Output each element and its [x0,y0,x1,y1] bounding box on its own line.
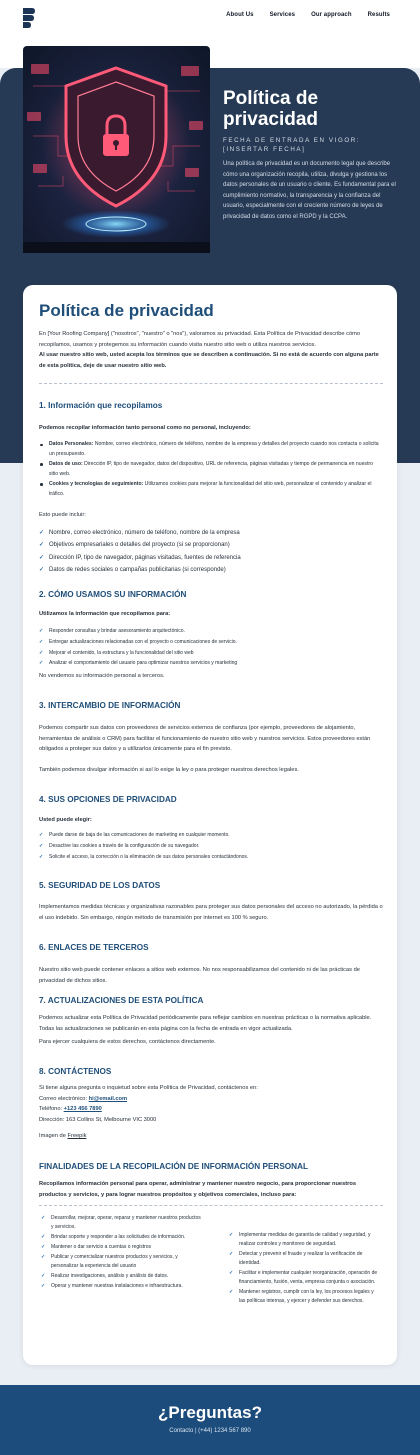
item-label: Datos de uso: [49,460,83,467]
main-nav [226,12,390,18]
item-text: Mejorar el contenido, la estructura y la funcionalidad del sitio web [49,649,194,656]
list-item [39,460,383,480]
item-text: Analizar el comportamiento del usuario para optimizar nuestros servicios y marketing [49,660,238,667]
section-7-p2: Para ejercer cualquiera de estos derechos, contáctenos directamente. [39,1039,216,1045]
section-2-lead: Utilizamos la información que recopilamos para: [39,611,171,617]
nav-about-us[interactable]: About Us [226,12,254,18]
check-icon: ✓ [39,530,45,536]
item-text: Mantener o dar servicio a cuentas o registros [51,1244,152,1250]
image-credit [39,1131,383,1142]
check-icon: ✓ [229,1270,234,1276]
section-4-lead: Usted puede elegir: [39,817,92,823]
image-credit-label: Imagen de [39,1133,68,1139]
item-label: Cookies y tecnologías de seguimiento: [49,480,144,487]
check-icon: ✓ [41,1215,46,1221]
nav-services[interactable]: Services [269,12,296,18]
list-item [39,841,383,852]
item-text: Dirección IP, tipo de navegador, páginas visitadas, fuentes de referencia [49,554,241,561]
hero-title: Política de privacidad [223,88,319,131]
list-item [39,440,383,460]
list-item [39,539,383,551]
list-item [41,1253,201,1271]
check-icon: ✓ [39,832,44,838]
check-icon: ✓ [39,842,44,849]
check-icon: ✓ [41,1244,46,1250]
section-4-checklist [39,830,383,862]
item-text: Nombre, correo electrónico, número de teléfono, nombre de la empresa y detalles del proyecto cuando nos contacta o solicita un presupuesto. [49,441,379,457]
contact-lead: Si tiene alguna pregunta o inquietud sobre esta Política de Privacidad, contáctenos en: [39,1085,258,1091]
check-icon: ✓ [41,1273,46,1279]
item-text: Objetivos empresariales o detalles del proyecto (si se proporcionan) [49,542,230,549]
list-item [229,1250,379,1268]
policy-card [23,285,397,1365]
phone-link[interactable]: +123 456 7890 [63,1106,102,1113]
item-text: Solicite el acceso, la corrección o la eliminación de sus datos personales contactándonos. [49,853,249,860]
section-9-left-list [41,1214,201,1292]
section-4-title: 4. SUS OPCIONES DE PRIVACIDAD [39,795,177,804]
item-text: Realizar investigaciones, análisis y análisis de datos. [51,1273,169,1279]
check-icon: ✓ [229,1251,234,1257]
item-text: Operar y mantener nuestras instalaciones e infraestructura. [51,1283,183,1289]
section-5-title: 5. SEGURIDAD DE LOS DATOS [39,881,161,890]
list-item [229,1231,379,1249]
list-item [41,1243,201,1252]
check-icon: ✓ [41,1283,46,1289]
list-item [39,637,383,648]
intro-text: En [Your Roofing Company] ("nosotros", "nuestro" o "nos"), valoramos su privacidad. Esta Política de Privacidad describe cómo recopilamos, usamos y protegemos su información cuando visita nuestro sitio web o utiliza nuestros servicios. [39,331,361,348]
list-item [39,648,383,659]
intro-bold-text: Al usar nuestro sitio web, usted acepta los términos que se describen a continuación. Si no está de acuerdo con alguna parte de esta política, deje de usar nuestro sitio web. [39,352,379,369]
list-item [229,1288,379,1306]
list-item [41,1272,201,1281]
phone-label: Teléfono: [39,1106,64,1113]
section-3-p1: Podemos compartir sus datos con proveedores de servicios externos de confianza (por ejemplo, proveedores de alojamiento, herramientas de análisis o CRM) para facilitar el funcionamiento de nuestro sitio web y nuestros servicios. Estos proveedores están obligados a proteger sus datos y a utilizarlos únicamente para el fin previsto. [39,725,371,753]
section-2-title: 2. CÓMO USAMOS SU INFORMACIÓN [39,590,187,599]
section-7-title: 7. ACTUALIZACIONES DE ESTA POLÍTICA [39,996,204,1005]
item-text: Detectar y prevenir el fraude y realizar la verificación de identidad. [239,1251,363,1266]
list-item [41,1214,201,1232]
item-text: Mantener registros, cumplir con la ley, los procesos legales y las políticas internas, y ejercer y defender sus derechos. [239,1289,374,1304]
footer-title: ¿Preguntas? [158,1403,262,1422]
policy-intro [39,329,383,371]
list-item [41,1282,201,1291]
section-9-right-list [229,1231,379,1307]
contact-phone-row [39,1104,383,1115]
section-6-text: Nuestro sitio web puede contener enlaces a sitios web externos. No nos responsabilizamos del contenido ni de las prácticas de privacidad de dichos sitios. [39,967,360,984]
hero-description: Una política de privacidad es un documento legal que describe cómo una organización recopila, utiliza, divulga y gestiona los datos personales de un usuario o cliente. Es fundamental para el cumplimiento normativo, la transparencia y la confianza del usuario, especialmente con el creciente número de leyes de privacidad de datos como el RGPD y la CCPA. [223,161,396,220]
section-3-p2: También podemos divulgar información si así lo exige la ley o para proteger nuestros derechos legales. [39,767,299,773]
item-label: Datos Personales: [49,441,94,447]
divider [39,383,383,384]
item-text: Responder consultas y brindar asesoramiento arquitectónico. [49,628,185,634]
item-text: Desactive las cookies a través de la configuración de su navegador. [49,842,200,849]
item-text: Nombre, correo electrónico, número de teléfono, nombre de la empresa [49,530,240,536]
item-text: Facilitar e implementar cualquier reorganización, operación de financiamiento, fusión, venta, empresa conjunta o asociación. [239,1270,378,1285]
check-icon: ✓ [39,853,44,860]
section-1-list [39,440,383,500]
contact-email-row [39,1094,383,1105]
check-icon: ✓ [39,566,45,573]
item-text: Dirección IP, tipo de navegador, datos del dispositivo, URL de referencia, páginas visitadas y tiempo de permanencia en nuestro sitio web. [49,460,373,477]
section-1-lead: Podemos recopilar información tanto personal como no personal, incluyendo: [39,425,251,431]
section-6-title: 6. ENLACES DE TERCEROS [39,943,149,952]
item-text: Datos de redes sociales o campañas publicitarias (si corresponde) [49,566,226,573]
check-icon: ✓ [39,628,44,634]
section-8-contact [39,1083,383,1125]
list-item [39,852,383,863]
list-item [39,527,383,539]
contact-address: Dirección: 163 Collins St, Melbourne VIC 3000 [39,1116,157,1123]
check-icon: ✓ [229,1289,234,1295]
check-icon: ✓ [39,554,45,561]
item-text: Utilizamos cookies para mejorar la funcionalidad del sitio web, personalizar el contenido y analizar el tráfico. [49,480,372,497]
section-8-title: 8. CONTÁCTENOS [39,1067,112,1076]
section-9-lead: Recopilamos información personal para operar, administrar y mantener nuestro negocio, para proporcionar nuestros productos y servicios, y para lograr nuestros propósitos y objetivos comerciales, incluso para: [39,1181,356,1198]
list-item [39,564,383,576]
footer-contact-link[interactable]: Contacto | (+44) 1234 567 890 [169,1428,251,1434]
check-icon: ✓ [39,638,44,645]
list-item [41,1233,201,1242]
brand-logo-icon[interactable] [22,7,36,29]
list-item [39,626,383,637]
section-3-title: 3. INTERCAMBIO DE INFORMACIÓN [39,701,181,710]
check-icon: ✓ [41,1234,46,1240]
check-icon: ✓ [39,542,45,549]
hero-effective-date: FECHA DE ENTRADA EN VIGOR: [INSERTAR FECHA] [223,137,361,153]
section-2-checklist [39,626,383,669]
check-icon: ✓ [41,1254,46,1260]
policy-title: Política de privacidad [39,301,214,320]
check-icon: ✓ [39,660,44,667]
item-text: Puede darse de baja de las comunicaciones de marketing en cualquier momento. [49,832,230,838]
site-header [0,0,420,36]
section-1-checklist [39,527,383,576]
list-item [39,552,383,564]
nav-results[interactable]: Results [367,12,390,18]
check-icon: ✓ [229,1232,234,1238]
item-text: Implementar medidas de garantía de calidad y seguridad, y realizar controles y monitoreo de seguridad. [239,1232,371,1247]
list-item [229,1269,379,1287]
email-link[interactable]: hi@email.com [88,1095,128,1102]
item-text: Entregar actualizaciones relacionadas con el proyecto o comunicaciones de servicio. [49,638,237,645]
nav-our-approach[interactable]: Our approach [311,12,352,18]
section-1-may-include: Esto puede incluir: [39,512,86,518]
list-item [39,830,383,841]
security-shield-image [23,46,210,253]
section-7-p1: Podemos actualizar esta Política de Privacidad periódicamente para reflejar cambios en nuestras prácticas o la normativa aplicable. Todas las actualizaciones se publicarán en esta página con la fecha de entrada en vigor actualizada. [39,1015,372,1032]
item-text: Publicar y comercializar nuestros productos y servicios, y personalizar la experiencia del usuario [51,1254,178,1269]
list-item [39,658,383,669]
item-text: Brindar soporte y responder a las solicitudes de información. [51,1234,186,1240]
section-2-note: No vendemos su información personal a terceros. [39,673,165,679]
divider [39,1205,383,1206]
section-1-title: 1. Información que recopilamos [39,401,163,410]
section-9-title: FINALIDADES DE LA RECOPILACIÓN DE INFORMACIÓN PERSONAL [39,1162,308,1171]
freepik-link[interactable]: Freepik [67,1133,87,1139]
list-item [39,480,383,500]
section-5-text: Implementamos medidas técnicas y organizativas razonables para proteger sus datos personales del acceso no autorizado, la pérdida o el uso indebido. Sin embargo, ningún método de transmisión por internet es 100 % seguro. [39,904,383,921]
item-text: Desarrollar, mejorar, operar, reparar y mantener nuestros productos y servicios. [51,1215,201,1230]
email-label: Correo electrónico: [39,1095,89,1102]
check-icon: ✓ [39,649,44,656]
